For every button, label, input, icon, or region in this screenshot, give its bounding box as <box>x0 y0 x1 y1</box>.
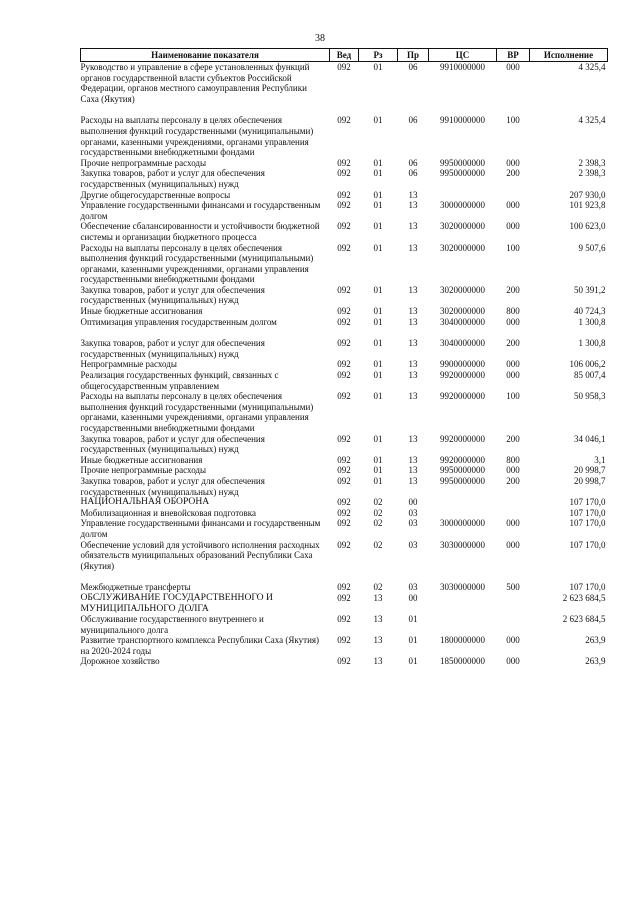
row-name: Обслуживание государственного внутреннего и муниципального долга <box>80 614 264 635</box>
row-cs: 9920000000 <box>440 391 485 402</box>
row-ved: 092 <box>337 391 351 402</box>
row-cs: 9910000000 <box>440 62 485 72</box>
table-row <box>81 158 608 169</box>
row-ved: 092 <box>337 62 351 72</box>
row-name: Прочие непрограммные расходы <box>80 465 207 476</box>
row-name: Руководство и управление в сфере установленных функций органов государственной власти субъектов Российской Федерации, органов местного самоуправления Республики Саха (Якутия) <box>80 62 310 104</box>
row-rz: 01 <box>373 391 383 402</box>
row-rz: 01 <box>373 157 383 168</box>
row-cs: 3020000000 <box>440 284 485 295</box>
row-pr: 13 <box>408 306 418 317</box>
row-vr: 000 <box>506 518 520 529</box>
row-rz: 01 <box>373 338 383 349</box>
row-pr: 13 <box>408 338 418 349</box>
row-exec: 9 507,6 <box>578 242 606 253</box>
row-exec: 85 007,4 <box>574 370 606 381</box>
row-rz: 02 <box>373 518 383 529</box>
row-exec: 20 998,7 <box>574 465 606 476</box>
row-pr: 03 <box>408 582 418 593</box>
row-exec: 1 300,8 <box>578 316 606 327</box>
row-ved: 092 <box>337 465 351 476</box>
table-row <box>81 455 608 466</box>
row-name: НАЦИОНАЛЬНАЯ ОБОРОНА <box>80 496 210 508</box>
row-rz: 01 <box>373 242 383 253</box>
row-cs: 1850000000 <box>440 656 485 667</box>
row-cs <box>429 497 497 508</box>
row-vr: 800 <box>506 306 520 317</box>
row-ved: 092 <box>337 539 351 550</box>
row-pr: 13 <box>408 221 418 232</box>
row-cs: 3020000000 <box>440 242 485 253</box>
row-cs: 3020000000 <box>440 306 485 317</box>
table-row <box>81 62 608 105</box>
page-number: 38 <box>315 33 325 44</box>
row-vr: 000 <box>506 370 520 381</box>
header-ved: Вед <box>330 49 359 62</box>
row-vr: 200 <box>506 338 520 349</box>
row-ved: 092 <box>337 518 351 529</box>
table-body <box>81 62 608 668</box>
row-name: Другие общегосударственные вопросы <box>80 189 231 200</box>
row-rz: 02 <box>373 582 383 593</box>
table-row <box>81 508 608 519</box>
row-exec: 4 325,4 <box>578 115 606 126</box>
row-pr: 13 <box>408 370 418 381</box>
row-name: Обеспечение условий для устойчивого исполнения расходных обязательств муниципальных образований Республики Саха (Якутия) <box>80 539 320 571</box>
row-exec: 20 998,7 <box>574 475 606 486</box>
row-pr: 13 <box>408 359 418 370</box>
row-exec: 4 325,4 <box>578 62 606 72</box>
table-row <box>81 614 608 635</box>
row-vr <box>497 190 530 201</box>
row-rz: 01 <box>373 465 383 476</box>
row-pr: 00 <box>408 592 418 603</box>
row-spacer <box>81 571 608 582</box>
row-vr: 000 <box>506 359 520 370</box>
row-vr: 000 <box>506 221 520 232</box>
budget-table-container <box>80 48 607 667</box>
row-cs: 9900000000 <box>440 359 485 370</box>
row-name: Обеспечение сбалансированности и устойчивости бюджетной системы и организации бюджетного процесса <box>80 221 320 242</box>
row-vr: 100 <box>506 242 520 253</box>
row-name: Закупка товаров, работ и услуг для обеспечения государственных (муниципальных) нужд <box>80 433 265 455</box>
row-cs: 3000000000 <box>440 200 485 211</box>
table-row <box>81 168 608 189</box>
row-pr: 13 <box>408 242 418 253</box>
row-ved: 092 <box>337 115 351 126</box>
row-cs: 3040000000 <box>440 338 485 349</box>
row-ved: 092 <box>337 582 351 593</box>
row-name: Закупка товаров, работ и услуг для обеспечения государственных (муниципальных) нужд <box>80 338 265 359</box>
row-pr: 13 <box>408 200 418 211</box>
row-exec: 207 930,0 <box>569 189 606 200</box>
row-name: Закупка товаров, работ и услуг для обеспечения государственных (муниципальных) нужд <box>80 168 265 189</box>
row-exec: 2 623 684,5 <box>562 614 606 625</box>
row-cs: 1800000000 <box>440 635 485 646</box>
row-ved: 092 <box>337 221 351 232</box>
table-row <box>81 518 608 539</box>
row-vr: 800 <box>506 454 520 465</box>
row-name: Расходы на выплаты персоналу в целях обеспечения выполнения функций государственными (муниципальными) органами, казенными учреждениями, органами управления государственными внебюджетными фондами <box>80 391 314 433</box>
row-ved: 092 <box>337 189 351 200</box>
row-name: Развитие транспортного комплекса Республики Саха (Якутия) на 2020-2024 годы <box>80 635 320 656</box>
row-pr: 03 <box>408 518 418 529</box>
row-exec: 40 724,3 <box>574 306 606 317</box>
row-exec: 263,9 <box>585 656 606 667</box>
row-spacer <box>81 327 608 338</box>
row-ved: 092 <box>337 168 351 179</box>
row-exec: 2 623 684,5 <box>562 592 606 603</box>
row-vr <box>497 508 530 519</box>
row-name: Управление государственными финансами и государственным долгом <box>80 518 321 539</box>
table-row <box>81 370 608 391</box>
row-cs: 9950000000 <box>440 168 485 179</box>
row-vr <box>497 614 530 635</box>
row-cs: 3030000000 <box>440 582 485 593</box>
row-pr: 03 <box>408 539 418 550</box>
table-row <box>81 306 608 317</box>
row-cs: 9950000000 <box>440 157 485 168</box>
row-vr: 200 <box>506 284 520 295</box>
table-row <box>81 317 608 328</box>
row-cs <box>429 614 497 635</box>
table-row <box>81 359 608 370</box>
table-row <box>81 465 608 476</box>
row-pr: 06 <box>408 62 418 72</box>
row-rz: 13 <box>373 635 383 646</box>
row-name: Закупка товаров, работ и услуг для обеспечения государственных (муниципальных) нужд <box>80 284 265 306</box>
row-name: Непрограммные расходы <box>80 359 177 370</box>
table-row <box>81 593 608 614</box>
row-pr: 13 <box>408 316 418 327</box>
row-pr: 01 <box>408 656 418 667</box>
row-exec: 50 958,3 <box>574 391 606 402</box>
row-vr: 000 <box>506 635 520 646</box>
row-exec: 50 391,2 <box>574 284 606 295</box>
row-name: Оптимизация управления государственным долгом <box>80 316 277 327</box>
row-name: Дорожное хозяйство <box>80 656 160 667</box>
row-exec: 107 170,0 <box>569 582 606 593</box>
table-row <box>81 115 608 157</box>
table-row <box>81 476 608 497</box>
row-vr: 100 <box>506 391 520 402</box>
row-pr: 06 <box>408 115 418 126</box>
row-exec: 1 300,8 <box>578 338 606 349</box>
row-exec: 3,1 <box>594 454 606 465</box>
row-cs: 9920000000 <box>440 370 485 381</box>
row-vr: 000 <box>506 316 520 327</box>
row-ved: 092 <box>337 454 351 465</box>
row-rz: 02 <box>373 539 383 550</box>
row-ved: 092 <box>337 592 351 603</box>
row-name: Управление государственными финансами и государственным долгом <box>80 200 321 221</box>
row-vr: 000 <box>506 62 520 72</box>
row-cs: 9950000000 <box>440 475 485 486</box>
row-exec: 107 170,0 <box>569 518 606 529</box>
row-pr: 01 <box>408 614 418 625</box>
header-cs: ЦС <box>429 49 497 62</box>
row-ved: 092 <box>337 370 351 381</box>
row-ved: 092 <box>337 316 351 327</box>
row-vr: 000 <box>506 539 520 550</box>
row-rz: 02 <box>373 497 383 508</box>
row-exec: 100 623,0 <box>569 221 606 232</box>
row-cs: 9950000000 <box>440 465 485 476</box>
row-ved: 092 <box>337 507 351 518</box>
row-ved: 092 <box>337 200 351 211</box>
row-name: Прочие непрограммные расходы <box>80 157 207 168</box>
table-row <box>81 391 608 433</box>
row-pr: 00 <box>408 497 418 508</box>
row-cs: 9920000000 <box>440 454 485 465</box>
table-row <box>81 285 608 306</box>
row-vr: 000 <box>506 200 520 211</box>
row-ved: 092 <box>337 359 351 370</box>
row-exec: 106 006,2 <box>569 359 606 370</box>
row-exec: 34 046,1 <box>574 433 606 444</box>
table-header-row <box>81 49 608 62</box>
row-ved: 092 <box>337 497 351 508</box>
row-pr: 13 <box>408 189 418 200</box>
row-ved: 092 <box>337 635 351 646</box>
row-cs <box>429 508 497 519</box>
row-rz: 01 <box>373 62 383 72</box>
row-pr: 13 <box>408 454 418 465</box>
table-row <box>81 635 608 656</box>
row-rz: 01 <box>373 433 383 444</box>
row-pr: 13 <box>408 475 418 486</box>
row-name: Иные бюджетные ассигнования <box>80 306 203 317</box>
header-exec: Исполнение <box>530 49 608 62</box>
row-pr: 13 <box>408 465 418 476</box>
table-row <box>81 190 608 201</box>
row-ved: 092 <box>337 614 351 625</box>
row-vr: 000 <box>506 656 520 667</box>
row-ved: 092 <box>337 157 351 168</box>
row-rz: 01 <box>373 115 383 126</box>
row-vr: 500 <box>506 582 520 593</box>
row-vr: 000 <box>506 157 520 168</box>
row-rz: 01 <box>373 359 383 370</box>
row-rz: 01 <box>373 168 383 179</box>
row-pr: 06 <box>408 168 418 179</box>
table-row <box>81 243 608 285</box>
row-rz: 01 <box>373 316 383 327</box>
row-rz: 01 <box>373 475 383 486</box>
row-name: Иные бюджетные ассигнования <box>80 454 203 465</box>
budget-execution-table <box>80 48 608 667</box>
row-pr: 03 <box>408 507 418 518</box>
row-pr: 13 <box>408 391 418 402</box>
row-vr: 100 <box>506 115 520 126</box>
row-cs: 9920000000 <box>440 433 485 444</box>
row-name: Расходы на выплаты персоналу в целях обеспечения выполнения функций государственными (муниципальными) органами, казенными учреждениями, органами управления государственными внебюджетными фондами <box>80 115 314 158</box>
row-exec: 107 170,0 <box>569 539 606 550</box>
row-exec: 2 398,3 <box>578 168 606 179</box>
row-cs <box>429 593 497 614</box>
row-name: Реализация государственных функций, связанных с общегосударственным управлением <box>80 370 279 391</box>
header-vr: ВР <box>497 49 530 62</box>
row-cs: 3030000000 <box>440 539 485 550</box>
row-name: Мобилизационная и вневойсковая подготовка <box>80 507 257 518</box>
table-row <box>81 200 608 221</box>
row-name: Закупка товаров, работ и услуг для обеспечения государственных (муниципальных) нужд <box>80 475 265 497</box>
row-cs: 3040000000 <box>440 316 485 327</box>
row-rz: 01 <box>373 284 383 295</box>
row-rz: 13 <box>373 656 383 667</box>
table-row <box>81 540 608 572</box>
header-pr: Пр <box>398 49 429 62</box>
row-exec: 263,9 <box>585 635 606 646</box>
row-rz: 02 <box>373 507 383 518</box>
row-name: Расходы на выплаты персоналу в целях обеспечения выполнения функций государственными (муниципальными) органами, казенными учреждениями, органами управления государственными внебюджетными фондами <box>80 242 314 285</box>
row-rz: 01 <box>373 306 383 317</box>
row-cs: 3000000000 <box>440 518 485 529</box>
row-name: ОБСЛУЖИВАНИЕ ГОСУДАРСТВЕННОГО И МУНИЦИПАЛЬНОГО ДОЛГА <box>80 591 273 614</box>
row-ved: 092 <box>337 284 351 295</box>
row-rz: 01 <box>373 200 383 211</box>
row-rz: 01 <box>373 189 383 200</box>
row-pr: 13 <box>408 284 418 295</box>
row-exec: 101 923,8 <box>569 200 606 211</box>
row-vr: 000 <box>506 465 520 476</box>
header-name: Наименование показателя <box>81 49 330 62</box>
row-rz: 01 <box>373 221 383 232</box>
row-vr: 200 <box>506 168 520 179</box>
row-ved: 092 <box>337 338 351 349</box>
row-exec: 107 170,0 <box>569 497 606 508</box>
row-vr <box>497 593 530 614</box>
table-row <box>81 434 608 455</box>
row-cs: 3020000000 <box>440 221 485 232</box>
row-ved: 092 <box>337 475 351 486</box>
row-ved: 092 <box>337 656 351 667</box>
row-rz: 13 <box>373 592 383 603</box>
row-cs <box>429 190 497 201</box>
row-pr: 06 <box>408 157 418 168</box>
row-cs: 9910000000 <box>440 115 485 126</box>
row-spacer <box>81 104 608 115</box>
row-rz: 13 <box>373 614 383 625</box>
row-pr: 01 <box>408 635 418 646</box>
row-vr <box>497 497 530 508</box>
table-row <box>81 221 608 242</box>
row-rz: 01 <box>373 370 383 381</box>
row-name: Межбюджетные трансферты <box>80 582 191 593</box>
header-rz: Рз <box>359 49 398 62</box>
row-rz: 01 <box>373 454 383 465</box>
row-exec: 2 398,3 <box>578 157 606 168</box>
row-ved: 092 <box>337 306 351 317</box>
row-vr: 200 <box>506 475 520 486</box>
table-row <box>81 656 608 667</box>
row-ved: 092 <box>337 433 351 444</box>
table-row <box>81 497 608 508</box>
table-row <box>81 338 608 359</box>
row-pr: 13 <box>408 433 418 444</box>
row-exec: 107 170,0 <box>569 507 606 518</box>
row-vr: 200 <box>506 433 520 444</box>
row-ved: 092 <box>337 242 351 253</box>
